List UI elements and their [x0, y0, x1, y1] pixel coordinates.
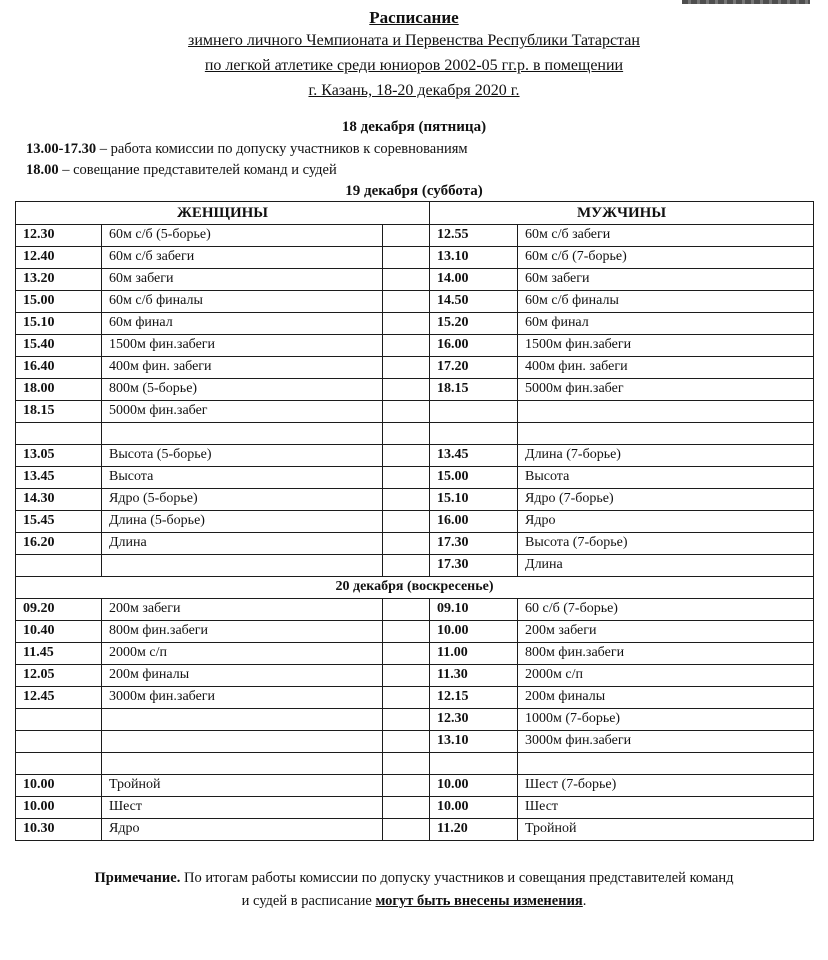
women-time-cell: 12.45	[16, 687, 102, 709]
scan-artifact	[682, 0, 810, 4]
footer-note	[94, 867, 734, 913]
men-time-cell: 13.10	[430, 731, 518, 753]
women-event-cell	[102, 753, 383, 775]
women-event-cell: Высота (5-борье)	[102, 445, 383, 467]
spacer-cell	[383, 291, 430, 313]
spacer-cell	[383, 753, 430, 775]
women-event-cell: 800м (5-борье)	[102, 379, 383, 401]
women-event-cell: Ядро (5-борье)	[102, 489, 383, 511]
spacer-cell	[383, 511, 430, 533]
men-time-cell: 18.15	[430, 379, 518, 401]
women-event-cell	[102, 423, 383, 445]
men-event-cell: 60 с/б (7-борье)	[518, 599, 814, 621]
spacer-cell	[383, 467, 430, 489]
men-time-cell: 11.30	[430, 665, 518, 687]
men-time-cell: 17.30	[430, 533, 518, 555]
women-time-cell	[16, 555, 102, 577]
table-row	[16, 643, 814, 665]
men-event-cell: Длина (7-борье)	[518, 445, 814, 467]
men-event-cell: 60м с/б (7-борье)	[518, 247, 814, 269]
men-event-cell: Высота	[518, 467, 814, 489]
men-time-cell: 12.15	[430, 687, 518, 709]
women-event-cell: Высота	[102, 467, 383, 489]
women-time-cell	[16, 709, 102, 731]
men-time-cell: 15.10	[430, 489, 518, 511]
men-event-cell: 5000м фин.забег	[518, 379, 814, 401]
table-row	[16, 533, 814, 555]
women-time-cell: 14.30	[16, 489, 102, 511]
men-time-cell: 10.00	[430, 775, 518, 797]
women-time-cell: 16.20	[16, 533, 102, 555]
table-row	[16, 753, 814, 775]
spacer-cell	[383, 335, 430, 357]
women-event-cell: Длина (5-борье)	[102, 511, 383, 533]
table-row	[16, 665, 814, 687]
spacer-cell	[383, 555, 430, 577]
men-event-cell: 60м финал	[518, 313, 814, 335]
table-row	[16, 401, 814, 423]
table-row	[16, 313, 814, 335]
spacer-cell	[383, 401, 430, 423]
women-event-cell	[102, 731, 383, 753]
men-time-cell: 12.30	[430, 709, 518, 731]
women-event-cell	[102, 709, 383, 731]
women-time-cell: 12.05	[16, 665, 102, 687]
men-time-cell: 15.20	[430, 313, 518, 335]
table-row	[16, 269, 814, 291]
women-time-cell: 18.00	[16, 379, 102, 401]
sunday-heading: 20 декабря (воскресенье)	[16, 577, 814, 599]
men-event-cell: 60м забеги	[518, 269, 814, 291]
men-event-cell: 800м фин.забеги	[518, 643, 814, 665]
men-time-cell: 14.00	[430, 269, 518, 291]
women-time-cell: 10.30	[16, 819, 102, 841]
saturday-section	[16, 225, 814, 577]
friday-item-2	[26, 160, 828, 181]
men-time-cell: 13.45	[430, 445, 518, 467]
men-event-cell: 400м фин. забеги	[518, 357, 814, 379]
women-event-cell	[102, 555, 383, 577]
women-event-cell: 60м с/б забеги	[102, 247, 383, 269]
table-row	[16, 335, 814, 357]
men-event-cell: Высота (7-борье)	[518, 533, 814, 555]
women-event-cell: Ядро	[102, 819, 383, 841]
schedule-table	[15, 201, 814, 841]
men-event-cell: 1000м (7-борье)	[518, 709, 814, 731]
spacer-cell	[383, 489, 430, 511]
women-time-cell: 10.40	[16, 621, 102, 643]
spacer-cell	[383, 225, 430, 247]
table-header-row	[16, 202, 814, 225]
spacer-cell	[383, 379, 430, 401]
women-time-cell: 15.40	[16, 335, 102, 357]
men-event-cell: 60м с/б забеги	[518, 225, 814, 247]
women-event-cell: 800м фин.забеги	[102, 621, 383, 643]
women-event-cell: 2000м с/п	[102, 643, 383, 665]
women-time-cell: 15.45	[16, 511, 102, 533]
men-event-cell	[518, 401, 814, 423]
spacer-cell	[383, 665, 430, 687]
table-row	[16, 445, 814, 467]
women-time-cell: 12.40	[16, 247, 102, 269]
women-column-header: ЖЕНЩИНЫ	[16, 202, 430, 225]
women-time-cell	[16, 731, 102, 753]
men-time-cell: 17.20	[430, 357, 518, 379]
table-row	[16, 621, 814, 643]
spacer-cell	[383, 445, 430, 467]
men-time-cell: 14.50	[430, 291, 518, 313]
women-event-cell: Шест	[102, 797, 383, 819]
men-time-cell	[430, 423, 518, 445]
table-row	[16, 709, 814, 731]
page-title: Расписание	[369, 8, 459, 27]
note-emphasis: могут быть внесены изменения	[375, 893, 583, 909]
women-event-cell: 400м фин. забеги	[102, 357, 383, 379]
table-row	[16, 225, 814, 247]
sunday-heading-section	[16, 577, 814, 599]
men-time-cell: 12.55	[430, 225, 518, 247]
women-time-cell: 16.40	[16, 357, 102, 379]
men-time-cell: 16.00	[430, 511, 518, 533]
men-event-cell: 200м забеги	[518, 621, 814, 643]
men-event-cell	[518, 753, 814, 775]
note-tail: .	[582, 893, 587, 909]
spacer-cell	[383, 357, 430, 379]
men-time-cell: 11.00	[430, 643, 518, 665]
spacer-cell	[383, 599, 430, 621]
table-row	[16, 797, 814, 819]
men-event-cell: 1500м фин.забеги	[518, 335, 814, 357]
table-row	[16, 687, 814, 709]
spacer-cell	[383, 819, 430, 841]
table-row	[16, 819, 814, 841]
spacer-cell	[383, 709, 430, 731]
women-event-cell: 60м финал	[102, 313, 383, 335]
subtitle-line-3: г. Казань, 18-20 декабря 2020 г.	[308, 82, 520, 99]
men-time-cell: 13.10	[430, 247, 518, 269]
women-time-cell: 18.15	[16, 401, 102, 423]
women-event-cell: 200м финалы	[102, 665, 383, 687]
women-time-cell: 09.20	[16, 599, 102, 621]
subtitle-line-1: зимнего личного Чемпионата и Первенства Республики Татарстан	[188, 32, 640, 49]
women-event-cell: 60м с/б (5-борье)	[102, 225, 383, 247]
sunday-heading-row	[16, 577, 814, 599]
spacer-cell	[383, 687, 430, 709]
women-event-cell: 200м забеги	[102, 599, 383, 621]
table-row	[16, 731, 814, 753]
women-time-cell: 10.00	[16, 797, 102, 819]
men-time-cell: 11.20	[430, 819, 518, 841]
women-time-cell: 13.45	[16, 467, 102, 489]
men-time-cell	[430, 753, 518, 775]
friday-item-1	[26, 139, 828, 160]
table-row	[16, 599, 814, 621]
friday-item-2-time: 18.00	[26, 162, 59, 178]
spacer-cell	[383, 313, 430, 335]
friday-item-1-time: 13.00-17.30	[26, 141, 97, 157]
women-event-cell: 3000м фин.забеги	[102, 687, 383, 709]
men-time-cell: 10.00	[430, 621, 518, 643]
women-time-cell: 13.20	[16, 269, 102, 291]
spacer-cell	[383, 247, 430, 269]
friday-item-2-text: – совещание представителей команд и судей	[58, 162, 337, 178]
spacer-cell	[383, 621, 430, 643]
women-event-cell: 5000м фин.забег	[102, 401, 383, 423]
table-row	[16, 489, 814, 511]
table-row	[16, 423, 814, 445]
spacer-cell	[383, 423, 430, 445]
women-time-cell: 15.00	[16, 291, 102, 313]
table-row	[16, 467, 814, 489]
spacer-cell	[383, 269, 430, 291]
spacer-cell	[383, 731, 430, 753]
men-event-cell: Шест (7-борье)	[518, 775, 814, 797]
men-event-cell: Ядро	[518, 511, 814, 533]
women-time-cell: 15.10	[16, 313, 102, 335]
men-time-cell: 15.00	[430, 467, 518, 489]
men-event-cell	[518, 423, 814, 445]
table-row	[16, 511, 814, 533]
note-body: По итогам работы комиссии по допуску участников и совещания представителей команд и судей в расписание	[180, 870, 734, 909]
spacer-cell	[383, 797, 430, 819]
men-time-cell: 17.30	[430, 555, 518, 577]
women-time-cell	[16, 423, 102, 445]
table-row	[16, 291, 814, 313]
saturday-heading: 19 декабря (суббота)	[345, 183, 483, 199]
spacer-cell	[383, 775, 430, 797]
friday-item-1-text: – работа комиссии по допуску участников к соревнованиям	[96, 141, 468, 157]
women-event-cell: 60м забеги	[102, 269, 383, 291]
men-time-cell: 10.00	[430, 797, 518, 819]
table-row	[16, 357, 814, 379]
men-event-cell: 2000м с/п	[518, 665, 814, 687]
subtitle-line-2: по легкой атлетике среди юниоров 2002-05 гг.р. в помещении	[204, 57, 624, 74]
men-time-cell: 16.00	[430, 335, 518, 357]
men-time-cell: 09.10	[430, 599, 518, 621]
friday-heading: 18 декабря (пятница)	[341, 119, 487, 135]
men-column-header: МУЖЧИНЫ	[430, 202, 814, 225]
men-event-cell: 200м финалы	[518, 687, 814, 709]
women-time-cell: 12.30	[16, 225, 102, 247]
women-event-cell: Тройной	[102, 775, 383, 797]
women-time-cell: 13.05	[16, 445, 102, 467]
women-time-cell	[16, 753, 102, 775]
table-row	[16, 555, 814, 577]
women-event-cell: 60м с/б финалы	[102, 291, 383, 313]
spacer-cell	[383, 643, 430, 665]
table-row	[16, 775, 814, 797]
table-row	[16, 379, 814, 401]
men-event-cell: Ядро (7-борье)	[518, 489, 814, 511]
men-event-cell: Длина	[518, 555, 814, 577]
table-row	[16, 247, 814, 269]
women-time-cell: 11.45	[16, 643, 102, 665]
men-time-cell	[430, 401, 518, 423]
men-event-cell: 60м с/б финалы	[518, 291, 814, 313]
men-event-cell: Тройной	[518, 819, 814, 841]
women-time-cell: 10.00	[16, 775, 102, 797]
note-label: Примечание.	[94, 870, 181, 886]
men-event-cell: Шест	[518, 797, 814, 819]
men-event-cell: 3000м фин.забеги	[518, 731, 814, 753]
women-event-cell: 1500м фин.забеги	[102, 335, 383, 357]
women-event-cell: Длина	[102, 533, 383, 555]
sunday-section	[16, 599, 814, 841]
spacer-cell	[383, 533, 430, 555]
